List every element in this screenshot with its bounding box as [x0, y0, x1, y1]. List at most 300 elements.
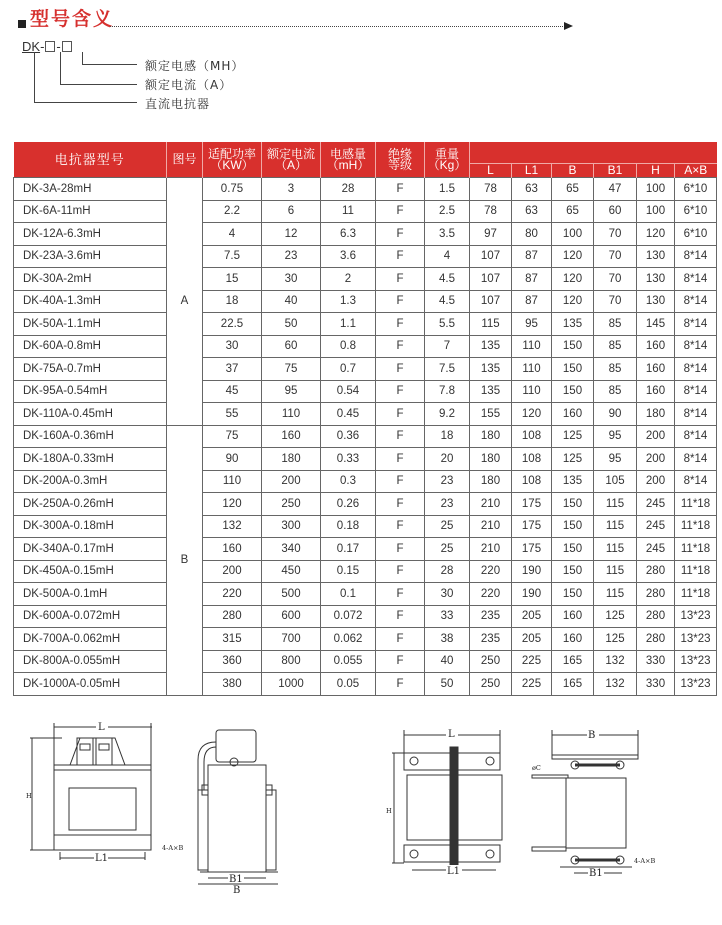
table-row [14, 290, 717, 313]
cell-b1: 115 [594, 583, 637, 606]
placeholder-box-current [45, 41, 55, 52]
cell-l1: 225 [512, 650, 552, 673]
dim-label-H: H [26, 792, 32, 800]
cell-axb: 8*14 [675, 380, 717, 403]
cell-insulation: F [376, 448, 425, 471]
cell-model: DK-300A-0.18mH [14, 515, 167, 538]
cell-current: 23 [262, 245, 321, 268]
cell-h: 280 [637, 628, 675, 651]
cell-current: 40 [262, 290, 321, 313]
cell-h: 100 [637, 200, 675, 223]
legend-connector-inductance [82, 52, 83, 64]
spec-table [13, 142, 717, 696]
header-figure: 图号 [167, 142, 203, 178]
cell-power: 18 [203, 290, 262, 313]
table-row [14, 470, 717, 493]
cell-figure-group: B [167, 425, 203, 695]
cell-insulation: F [376, 268, 425, 291]
cell-axb: 8*14 [675, 448, 717, 471]
table-row [14, 380, 717, 403]
cell-b: 150 [552, 380, 594, 403]
cell-l1: 175 [512, 538, 552, 561]
cell-weight: 23 [425, 493, 470, 516]
cell-insulation: F [376, 380, 425, 403]
cell-model: DK-160A-0.36mH [14, 425, 167, 448]
cell-model: DK-60A-0.8mH [14, 335, 167, 358]
table-row [14, 650, 717, 673]
dim-label-L: L [448, 729, 455, 740]
cell-current: 800 [262, 650, 321, 673]
cell-b1: 70 [594, 223, 637, 246]
cell-b: 150 [552, 560, 594, 583]
header-L1: L1 [512, 164, 552, 178]
cell-current: 450 [262, 560, 321, 583]
cell-axb: 8*14 [675, 245, 717, 268]
cell-power: 7.5 [203, 245, 262, 268]
arrow-right-icon [564, 22, 573, 30]
cell-insulation: F [376, 290, 425, 313]
cell-h: 120 [637, 223, 675, 246]
cell-current: 1000 [262, 673, 321, 696]
table-row [14, 245, 717, 268]
cell-power: 360 [203, 650, 262, 673]
cell-b1: 115 [594, 538, 637, 561]
cell-l1: 175 [512, 515, 552, 538]
cell-model: DK-250A-0.26mH [14, 493, 167, 516]
cell-b1: 132 [594, 650, 637, 673]
header-model: 电抗器型号 [14, 142, 167, 178]
cell-b: 150 [552, 515, 594, 538]
cell-inductance: 0.45 [321, 403, 376, 426]
cell-axb: 13*23 [675, 673, 717, 696]
cell-power: 110 [203, 470, 262, 493]
cell-l1: 175 [512, 493, 552, 516]
legend-connector-current [60, 84, 137, 85]
cell-weight: 50 [425, 673, 470, 696]
cell-weight: 3.5 [425, 223, 470, 246]
cell-current: 700 [262, 628, 321, 651]
cell-axb: 13*23 [675, 605, 717, 628]
cell-axb: 8*14 [675, 470, 717, 493]
cell-model: DK-340A-0.17mH [14, 538, 167, 561]
cell-power: 55 [203, 403, 262, 426]
cell-b1: 95 [594, 425, 637, 448]
cell-insulation: F [376, 515, 425, 538]
cell-power: 380 [203, 673, 262, 696]
cell-insulation: F [376, 493, 425, 516]
dim-label-B: B [233, 885, 241, 896]
cell-weight: 38 [425, 628, 470, 651]
cell-power: 37 [203, 358, 262, 381]
cell-weight: 20 [425, 448, 470, 471]
cell-b1: 115 [594, 515, 637, 538]
table-row [14, 538, 717, 561]
cell-b: 160 [552, 605, 594, 628]
cell-l1: 190 [512, 583, 552, 606]
cell-model: DK-800A-0.055mH [14, 650, 167, 673]
cell-inductance: 6.3 [321, 223, 376, 246]
cell-inductance: 2 [321, 268, 376, 291]
header-inductance: 电感量 （mH） [321, 142, 376, 178]
cell-b: 150 [552, 583, 594, 606]
cell-current: 3 [262, 178, 321, 201]
cell-insulation: F [376, 650, 425, 673]
cell-axb: 8*14 [675, 425, 717, 448]
table-row [14, 560, 717, 583]
cell-inductance: 0.17 [321, 538, 376, 561]
cell-inductance: 0.062 [321, 628, 376, 651]
placeholder-box-inductance [62, 41, 72, 52]
cell-h: 330 [637, 650, 675, 673]
model-prefix: DK [22, 39, 41, 54]
cell-power: 132 [203, 515, 262, 538]
cell-model: DK-700A-0.062mH [14, 628, 167, 651]
cell-inductance: 0.3 [321, 470, 376, 493]
cell-current: 340 [262, 538, 321, 561]
cell-insulation: F [376, 313, 425, 336]
header-L: L [470, 164, 512, 178]
cell-l1: 225 [512, 673, 552, 696]
cell-b1: 85 [594, 358, 637, 381]
cell-model: DK-23A-3.6mH [14, 245, 167, 268]
cell-b: 65 [552, 200, 594, 223]
cell-b: 65 [552, 178, 594, 201]
cell-power: 200 [203, 560, 262, 583]
cell-weight: 4.5 [425, 268, 470, 291]
figure-a-side-drawing [160, 730, 300, 896]
cell-l: 250 [470, 650, 512, 673]
cell-weight: 33 [425, 605, 470, 628]
cell-weight: 7.5 [425, 358, 470, 381]
cell-model: DK-50A-1.1mH [14, 313, 167, 336]
cell-l1: 95 [512, 313, 552, 336]
cell-power: 75 [203, 425, 262, 448]
cell-inductance: 0.54 [321, 380, 376, 403]
cell-h: 100 [637, 178, 675, 201]
cell-weight: 25 [425, 515, 470, 538]
cell-axb: 8*14 [675, 313, 717, 336]
cell-inductance: 0.18 [321, 515, 376, 538]
cell-b: 125 [552, 425, 594, 448]
dim-label-B: B [588, 730, 596, 741]
cell-l: 107 [470, 245, 512, 268]
cell-current: 50 [262, 313, 321, 336]
cell-weight: 40 [425, 650, 470, 673]
cell-b: 135 [552, 470, 594, 493]
cell-power: 90 [203, 448, 262, 471]
cell-l: 250 [470, 673, 512, 696]
table-row [14, 493, 717, 516]
cell-l: 180 [470, 425, 512, 448]
table-row [14, 673, 717, 696]
cell-b: 125 [552, 448, 594, 471]
cell-axb: 11*18 [675, 515, 717, 538]
table-row [14, 448, 717, 471]
cell-b: 165 [552, 673, 594, 696]
cell-l: 135 [470, 380, 512, 403]
cell-h: 160 [637, 358, 675, 381]
header-weight: 重量 （Kg） [425, 142, 470, 178]
cell-insulation: F [376, 245, 425, 268]
cell-inductance: 0.33 [321, 448, 376, 471]
cell-axb: 8*14 [675, 290, 717, 313]
cell-axb: 8*14 [675, 403, 717, 426]
cell-l: 210 [470, 493, 512, 516]
cell-power: 315 [203, 628, 262, 651]
dim-label-L1: L1 [95, 853, 109, 864]
dim-label-L: L [98, 722, 105, 733]
dim-label-phi: øC [532, 764, 541, 772]
cell-h: 160 [637, 380, 675, 403]
cell-power: 45 [203, 380, 262, 403]
cell-insulation: F [376, 223, 425, 246]
cell-axb: 8*14 [675, 358, 717, 381]
cell-b1: 47 [594, 178, 637, 201]
table-row [14, 583, 717, 606]
cell-l1: 87 [512, 245, 552, 268]
cell-b1: 70 [594, 290, 637, 313]
header-current: 额定电流 （A） [262, 142, 321, 178]
cell-inductance: 0.072 [321, 605, 376, 628]
cell-l: 135 [470, 335, 512, 358]
spec-table-body [14, 178, 717, 696]
cell-weight: 5.5 [425, 313, 470, 336]
cell-h: 145 [637, 313, 675, 336]
cell-h: 245 [637, 493, 675, 516]
cell-current: 180 [262, 448, 321, 471]
cell-b1: 70 [594, 245, 637, 268]
separator: - [40, 39, 45, 54]
cell-axb: 11*18 [675, 583, 717, 606]
cell-h: 280 [637, 560, 675, 583]
dim-label-B1: B1 [589, 868, 603, 879]
cell-h: 180 [637, 403, 675, 426]
cell-current: 600 [262, 605, 321, 628]
cell-weight: 4 [425, 245, 470, 268]
cell-insulation: F [376, 470, 425, 493]
cell-inductance: 0.8 [321, 335, 376, 358]
cell-l1: 205 [512, 605, 552, 628]
legend-label-current: 额定电流（A） [145, 78, 233, 92]
cell-l: 235 [470, 628, 512, 651]
cell-h: 130 [637, 268, 675, 291]
cell-insulation: F [376, 403, 425, 426]
cell-current: 75 [262, 358, 321, 381]
cell-inductance: 0.7 [321, 358, 376, 381]
cell-current: 500 [262, 583, 321, 606]
cell-l: 180 [470, 470, 512, 493]
header-H: H [637, 164, 675, 178]
cell-weight: 23 [425, 470, 470, 493]
cell-b: 150 [552, 335, 594, 358]
table-row [14, 268, 717, 291]
table-row [14, 605, 717, 628]
legend-label-inductance: 额定电感（MH） [145, 59, 245, 73]
cell-axb: 6*10 [675, 178, 717, 201]
dim-label-H: H [386, 807, 392, 815]
cell-current: 200 [262, 470, 321, 493]
cell-b: 160 [552, 628, 594, 651]
cell-axb: 13*23 [675, 628, 717, 651]
cell-l1: 110 [512, 358, 552, 381]
table-row [14, 223, 717, 246]
header-AxB: A×B [675, 164, 717, 178]
cell-model: DK-30A-2mH [14, 268, 167, 291]
header-B: B [552, 164, 594, 178]
cell-axb: 8*14 [675, 268, 717, 291]
cell-l1: 110 [512, 380, 552, 403]
cell-figure-group: A [167, 178, 203, 426]
cell-h: 330 [637, 673, 675, 696]
cell-model: DK-1000A-0.05mH [14, 673, 167, 696]
cell-insulation: F [376, 425, 425, 448]
cell-weight: 30 [425, 583, 470, 606]
cell-h: 200 [637, 425, 675, 448]
cell-l1: 108 [512, 448, 552, 471]
cell-h: 130 [637, 290, 675, 313]
cell-axb: 6*10 [675, 223, 717, 246]
cell-axb: 6*10 [675, 200, 717, 223]
cell-l: 78 [470, 200, 512, 223]
legend-connector-current [60, 52, 61, 84]
cell-model: DK-3A-28mH [14, 178, 167, 201]
cell-weight: 18 [425, 425, 470, 448]
cell-axb: 13*23 [675, 650, 717, 673]
bullet-square-icon [18, 20, 26, 28]
cell-model: DK-110A-0.45mH [14, 403, 167, 426]
cell-model: DK-12A-6.3mH [14, 223, 167, 246]
cell-model: DK-500A-0.1mH [14, 583, 167, 606]
table-row [14, 403, 717, 426]
cell-l: 180 [470, 448, 512, 471]
cell-current: 95 [262, 380, 321, 403]
cell-axb: 8*14 [675, 335, 717, 358]
cell-b: 120 [552, 290, 594, 313]
dim-label-B1: B1 [229, 874, 243, 885]
cell-l: 155 [470, 403, 512, 426]
legend-connector-type [34, 102, 137, 103]
cell-weight: 1.5 [425, 178, 470, 201]
cell-b1: 85 [594, 313, 637, 336]
cell-l: 135 [470, 358, 512, 381]
cell-h: 280 [637, 605, 675, 628]
cell-inductance: 0.05 [321, 673, 376, 696]
cell-insulation: F [376, 200, 425, 223]
cell-inductance: 28 [321, 178, 376, 201]
figure-a-front-drawing [20, 720, 150, 864]
table-row [14, 425, 717, 448]
cell-model: DK-6A-11mH [14, 200, 167, 223]
cell-l: 107 [470, 268, 512, 291]
cell-b: 120 [552, 268, 594, 291]
header-dimensions-group [470, 142, 717, 164]
table-row [14, 358, 717, 381]
cell-l1: 87 [512, 268, 552, 291]
cell-l: 210 [470, 515, 512, 538]
cell-current: 12 [262, 223, 321, 246]
table-row [14, 200, 717, 223]
cell-inductance: 0.1 [321, 583, 376, 606]
cell-b1: 132 [594, 673, 637, 696]
cell-current: 250 [262, 493, 321, 516]
header-B1: B1 [594, 164, 637, 178]
cell-l1: 120 [512, 403, 552, 426]
cell-l: 115 [470, 313, 512, 336]
legend-label-type: 直流电抗器 [145, 97, 211, 111]
legend-connector-inductance [82, 64, 137, 65]
cell-power: 120 [203, 493, 262, 516]
cell-model: DK-600A-0.072mH [14, 605, 167, 628]
cell-h: 280 [637, 583, 675, 606]
cell-b1: 125 [594, 628, 637, 651]
cell-weight: 28 [425, 560, 470, 583]
separator: - [56, 39, 61, 54]
cell-insulation: F [376, 178, 425, 201]
cell-l: 235 [470, 605, 512, 628]
cell-b: 100 [552, 223, 594, 246]
cell-h: 130 [637, 245, 675, 268]
cell-current: 110 [262, 403, 321, 426]
cell-model: DK-200A-0.3mH [14, 470, 167, 493]
cell-b1: 115 [594, 493, 637, 516]
cell-insulation: F [376, 335, 425, 358]
cell-weight: 9.2 [425, 403, 470, 426]
cell-weight: 25 [425, 538, 470, 561]
cell-b1: 70 [594, 268, 637, 291]
legend-connector-type [34, 52, 35, 102]
cell-current: 300 [262, 515, 321, 538]
cell-b1: 125 [594, 605, 637, 628]
dim-label-L1: L1 [447, 866, 461, 877]
cell-current: 6 [262, 200, 321, 223]
cell-h: 245 [637, 515, 675, 538]
cell-b1: 85 [594, 335, 637, 358]
cell-weight: 4.5 [425, 290, 470, 313]
cell-power: 22.5 [203, 313, 262, 336]
model-code [22, 39, 73, 54]
cell-b: 150 [552, 538, 594, 561]
cell-inductance: 1.3 [321, 290, 376, 313]
cell-model: DK-40A-1.3mH [14, 290, 167, 313]
cell-h: 200 [637, 470, 675, 493]
cell-b1: 115 [594, 560, 637, 583]
cell-axb: 11*18 [675, 538, 717, 561]
cell-h: 245 [637, 538, 675, 561]
figure-b-front-drawing [380, 725, 505, 875]
cell-axb: 11*18 [675, 560, 717, 583]
section-title: 型号含义 [30, 8, 115, 30]
dotted-divider [110, 26, 565, 27]
cell-l: 220 [470, 560, 512, 583]
cell-b: 150 [552, 493, 594, 516]
cell-b1: 105 [594, 470, 637, 493]
cell-l: 210 [470, 538, 512, 561]
cell-l1: 190 [512, 560, 552, 583]
cell-l: 78 [470, 178, 512, 201]
cell-power: 160 [203, 538, 262, 561]
cell-inductance: 0.15 [321, 560, 376, 583]
cell-insulation: F [376, 605, 425, 628]
cell-b1: 95 [594, 448, 637, 471]
cell-power: 0.75 [203, 178, 262, 201]
cell-l1: 80 [512, 223, 552, 246]
cell-weight: 7.8 [425, 380, 470, 403]
cell-l1: 63 [512, 200, 552, 223]
cell-l1: 205 [512, 628, 552, 651]
cell-inductance: 0.36 [321, 425, 376, 448]
cell-b: 165 [552, 650, 594, 673]
header-insulation: 绝缘 等级 [376, 142, 425, 178]
